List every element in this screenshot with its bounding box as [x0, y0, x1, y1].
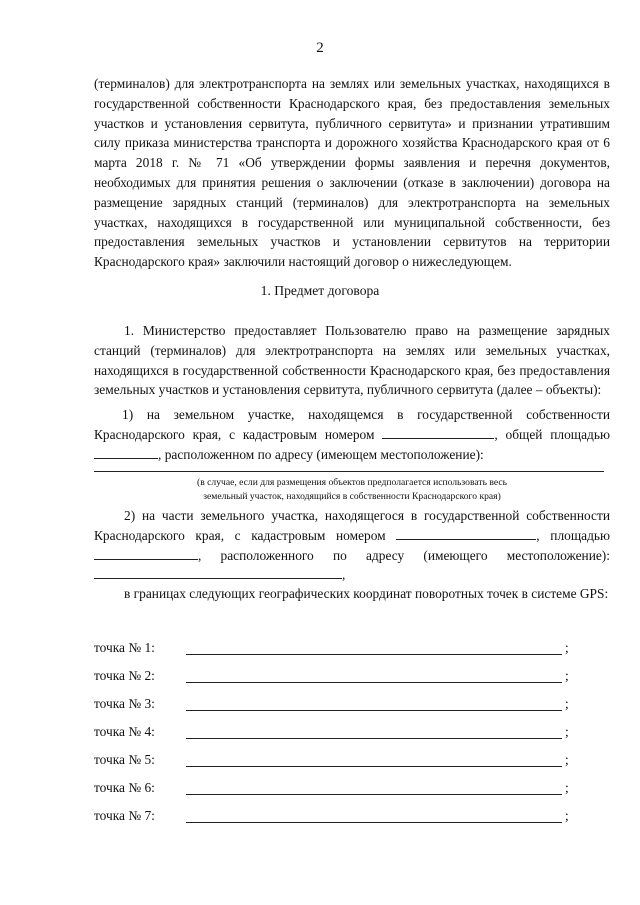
gps-point-row — [94, 696, 610, 716]
item-2-part-c: , расположенного по адресу (имеющего местоположение): — [198, 547, 610, 563]
gps-point-row — [94, 640, 610, 660]
footnote-line-2: земельный участок, находящийся в собственности Краснодарского края) — [203, 491, 501, 502]
item-1-part-b: , общей площадью — [494, 426, 610, 442]
gps-point-label: точка № 7: — [94, 808, 155, 823]
gps-point-label: точка № 6: — [94, 780, 155, 795]
gps-point-field[interactable] — [186, 710, 562, 711]
paragraph-1: 1. Министерство предоставляет Пользователю право на размещение зарядных станций (терминалов) для электротранспорта на землях или земельных участках, находящихся в государственной собственности Краснодарского края, без предоставления земельных участков и установления сервитута, публичного сервитута (далее – объекты): — [94, 323, 610, 398]
item-2-address-field[interactable] — [94, 566, 342, 579]
gps-point-row — [94, 808, 610, 828]
cadastral-number-field[interactable] — [382, 426, 494, 439]
gps-point-field[interactable] — [186, 682, 562, 683]
gps-point-field[interactable] — [186, 738, 562, 739]
item-2-part-a: 2) на части земельного участка, находящегося в государственной собственности Краснодарского края, с кадастровым номером — [94, 508, 610, 543]
gps-point-label: точка № 3: — [94, 696, 155, 711]
gps-point-end: ; — [565, 808, 569, 823]
footnote-line-1: (в случае, если для размещения объектов предполагается использовать весь — [197, 477, 507, 488]
gps-point-field[interactable] — [186, 766, 562, 767]
gps-point-label: точка № 4: — [94, 724, 155, 739]
gps-point-end: ; — [565, 640, 569, 655]
coordinates-intro: в границах следующих географических координат поворотных точек в системе GPS: — [124, 586, 609, 601]
section-heading: 1. Предмет договора — [260, 283, 380, 298]
gps-point-end: ; — [565, 752, 569, 767]
gps-point-label: точка № 2: — [94, 668, 155, 683]
gps-point-label: точка № 5: — [94, 752, 155, 767]
gps-point-end: ; — [565, 668, 569, 683]
item-2-cadastral-field[interactable] — [396, 527, 536, 540]
gps-point-end: ; — [565, 724, 569, 739]
gps-point-label: точка № 1: — [94, 640, 155, 655]
address-field-line[interactable] — [94, 471, 604, 472]
intro-paragraph: (терминалов) для электротранспорта на землях или земельных участках, находящихся в государственной собственности Краснодарского края, без предоставления земельных участков и установления сервитута, публичного сервитута» и признании утратившим силу приказа министерства транспорта и дорожного хозяйства Краснодарского края от 6 марта 2018 г. № 71 «Об утверждении формы заявления и перечня документов, необходимых для принятия решения о заключении (отказе в заключении) договора на размещение зарядных станций (терминалов) для электротранспорта на земельных участках, находящихся в государственной или муниципальной собственности, без предоставления земельных участков и установлении сервитутов на территории Краснодарского края» заключили настоящий договор о нижеследующем. — [94, 76, 610, 270]
area-field[interactable] — [94, 446, 158, 459]
item-1-part-a: 1) на земельном участке, находящемся в государственной собственности Краснодарского края, с кадастровым номером — [94, 407, 610, 442]
page-number: 2 — [316, 40, 324, 56]
item-2-area-field[interactable] — [94, 547, 198, 560]
item-2-part-b: , площадью — [536, 527, 610, 543]
item-1-part-c: , расположенном по адресу (имеющем местоположение): — [158, 446, 484, 462]
gps-point-field[interactable] — [186, 822, 562, 823]
gps-point-end: ; — [565, 780, 569, 795]
gps-point-row — [94, 780, 610, 800]
gps-point-row — [94, 752, 610, 772]
gps-point-field[interactable] — [186, 794, 562, 795]
item-2-text — [94, 506, 610, 585]
gps-point-end: ; — [565, 696, 569, 711]
gps-point-row — [94, 668, 610, 688]
gps-point-field[interactable] — [186, 654, 562, 655]
item-2-part-d: , — [342, 567, 346, 583]
footnote — [94, 476, 610, 504]
item-1-text — [94, 405, 610, 464]
gps-point-row — [94, 724, 610, 744]
